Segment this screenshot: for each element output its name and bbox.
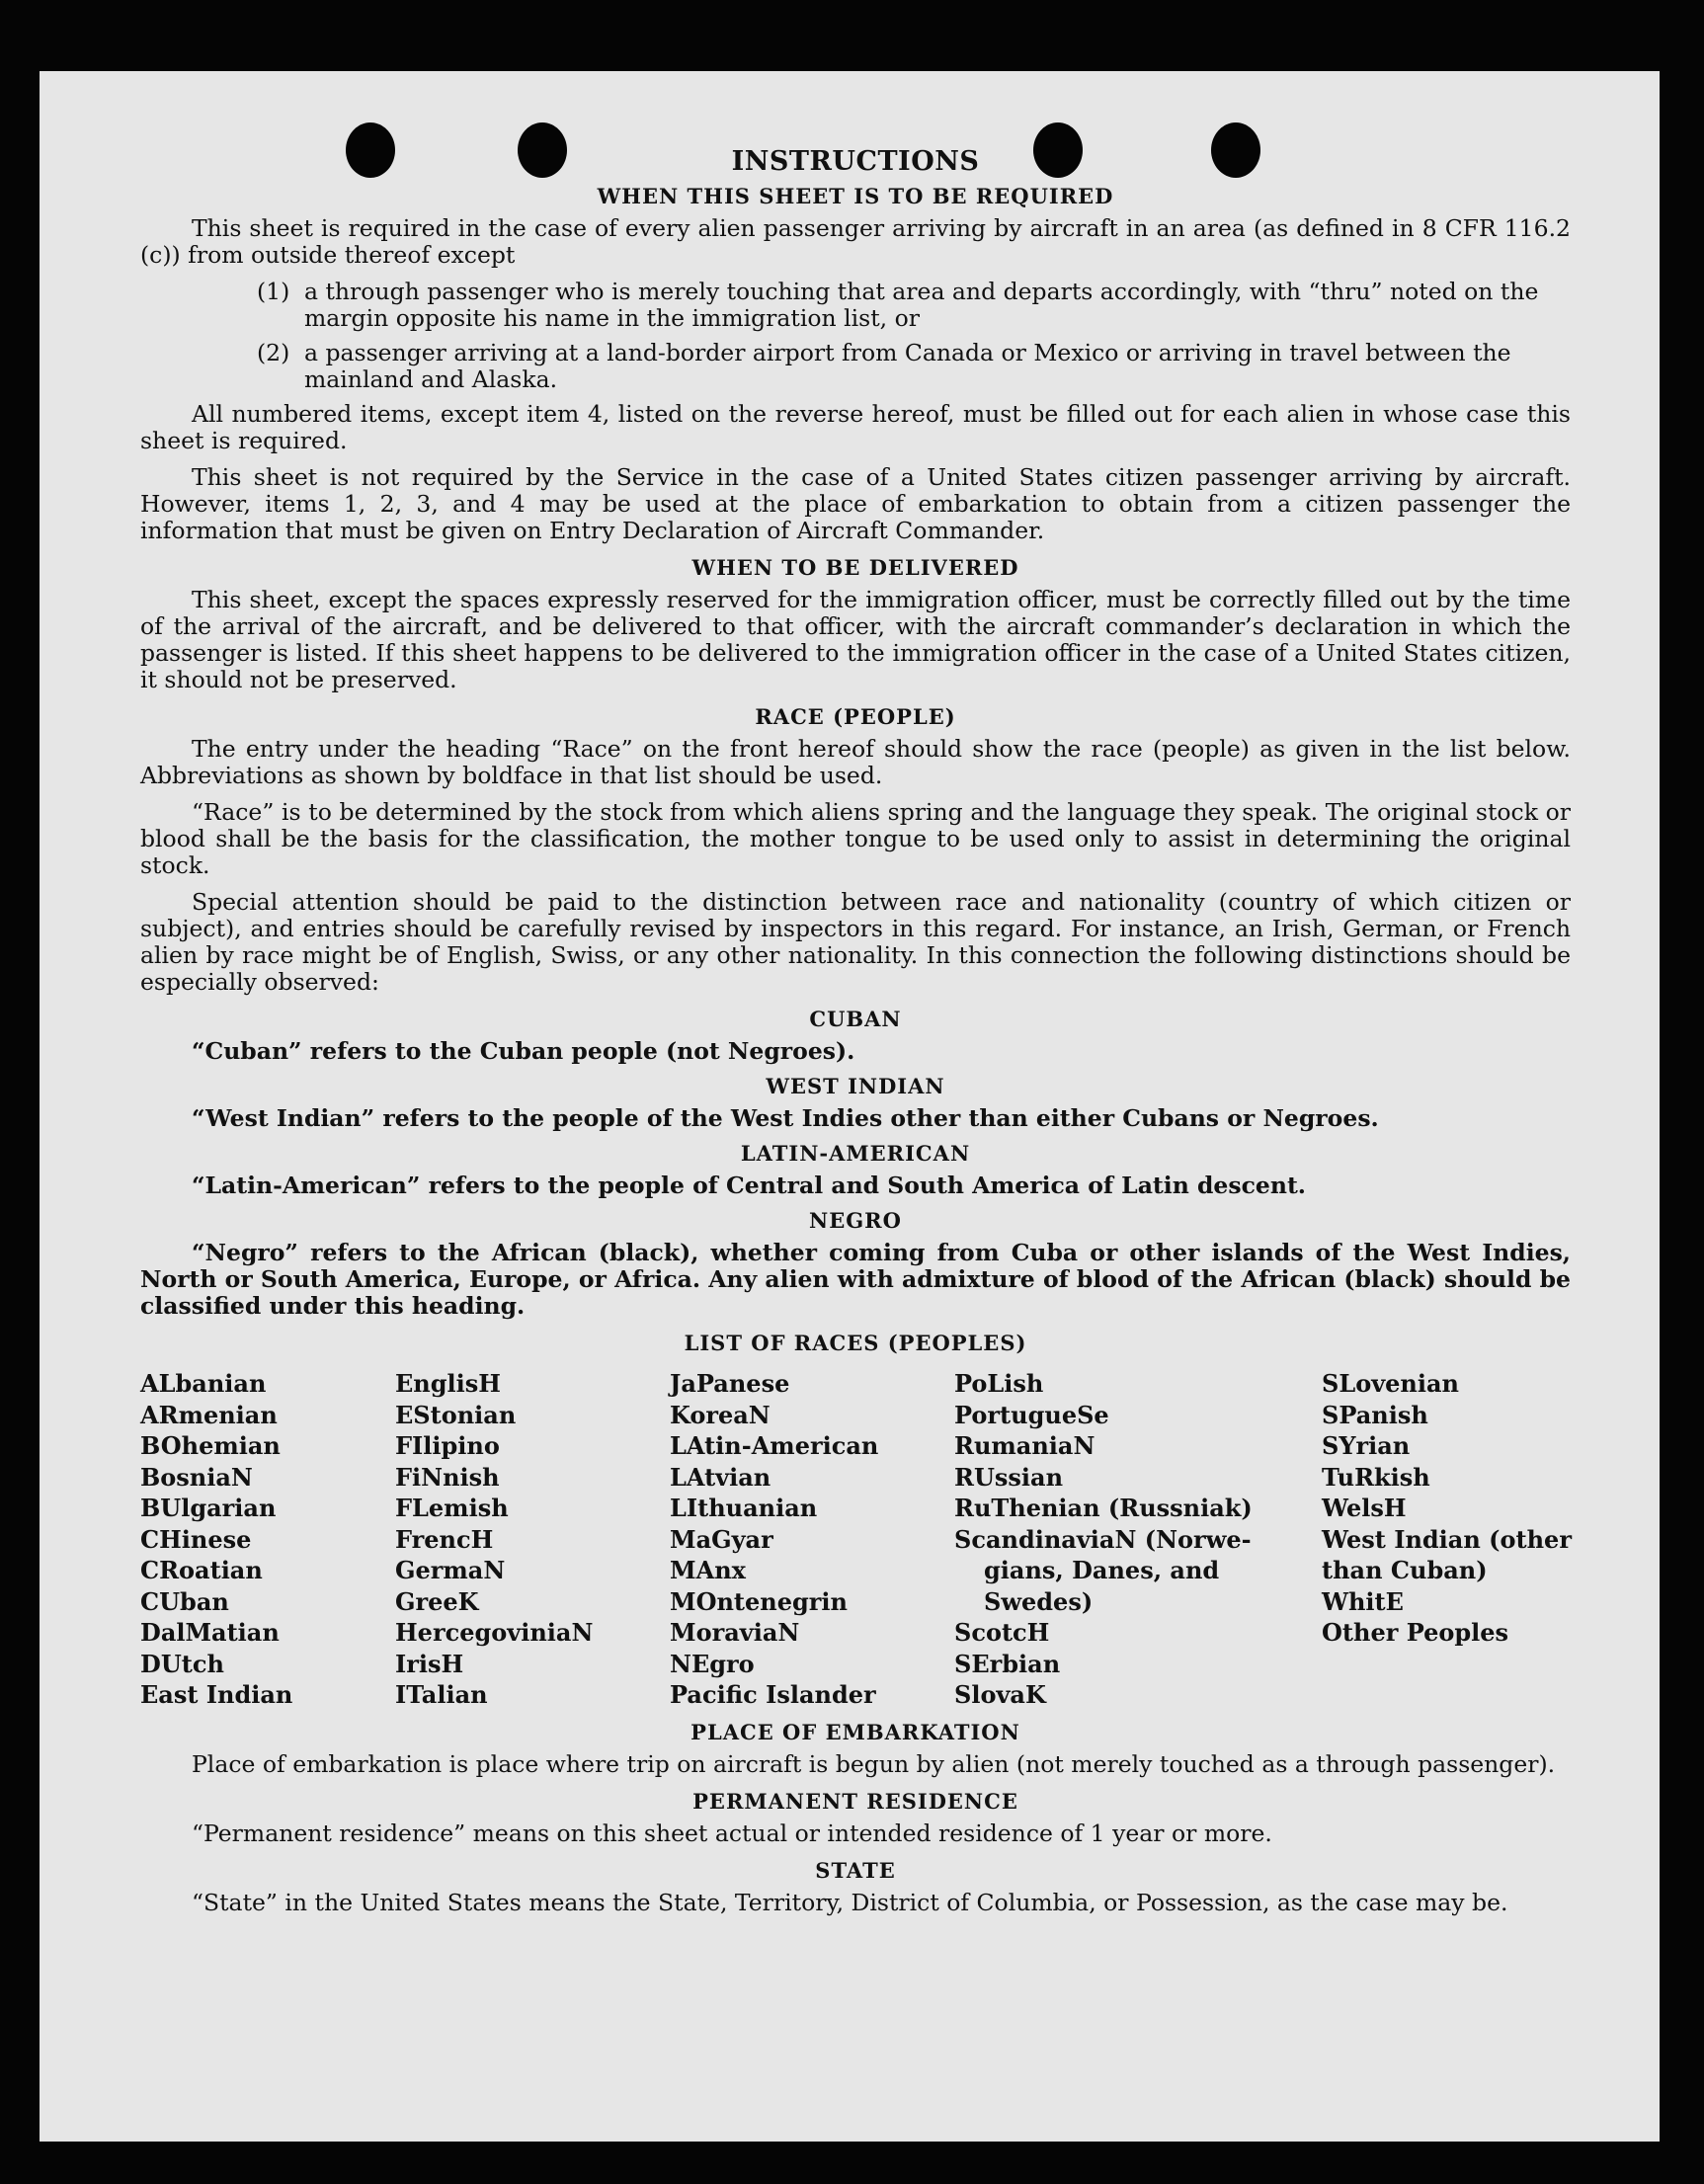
race-entry: SErbian [954, 1649, 1061, 1678]
race-column-5 [1322, 1368, 1571, 1711]
paragraph-required-intro: This sheet is required in the case of every alien passenger arriving by aircraft in an area (as defined in 8 CFR 116.2 (c)) from outside thereof except [140, 214, 1571, 269]
page-title: INSTRUCTIONS [731, 146, 980, 177]
race-entry: EnglisH [395, 1369, 501, 1398]
race-column-1 [140, 1368, 395, 1711]
race-entry: BOhemian [140, 1431, 281, 1460]
race-entry: FLemish [395, 1494, 509, 1522]
section-heading-west-indian: WEST INDIAN [766, 1074, 945, 1098]
race-entry: BosniaN [140, 1462, 253, 1492]
race-entry: BUlgarian [140, 1494, 277, 1522]
definition-west-indian: “West Indian” refers to the people of the West Indies other than either Cubans or Negroes. [192, 1104, 1379, 1132]
definition-latin-american: “Latin-American” refers to the people of Central and South America of Latin descent. [192, 1172, 1306, 1199]
race-entry: CRoatian [140, 1556, 263, 1584]
race-entry: KoreaN [670, 1400, 771, 1429]
race-entry: JaPanese [670, 1369, 790, 1398]
paragraph-citizen-note: This sheet is not required by the Service in the case of a United States citizen passenger arriving by aircraft. However, items 1, 2, 3, and 4 may be used at the place of embarkation to obtain from a citizen passenger the information that must be given on Entry Declaration of Aircraft Commander. [140, 463, 1571, 544]
race-entry: RumaniaN [954, 1431, 1095, 1460]
exception-item-1 [257, 279, 1571, 332]
exception-number: (2) [257, 339, 290, 366]
race-entry: MoraviaN [670, 1618, 800, 1647]
race-column-4 [954, 1368, 1322, 1711]
section-heading-race: RACE (PEOPLE) [755, 704, 956, 729]
document-sheet [40, 71, 1660, 2142]
race-entry: TuRkish [1322, 1462, 1430, 1492]
race-entry: ITalian [395, 1680, 488, 1709]
race-entry: gians, Danes, and [984, 1556, 1220, 1584]
paragraph-state: “State” in the United States means the State, Territory, District of Columbia, or Possession, as the case may be. [192, 1888, 1508, 1916]
section-heading-negro: NEGRO [809, 1208, 902, 1233]
race-entry: SYrian [1322, 1431, 1411, 1460]
race-entry: LAtin-American [670, 1431, 879, 1460]
paragraph-residence: “Permanent residence” means on this sheet actual or intended residence of 1 year or more. [192, 1819, 1272, 1847]
race-entry: DalMatian [140, 1618, 280, 1647]
race-entry: ScandinaviaN (Norwe- [954, 1524, 1252, 1554]
race-entry: ARmenian [140, 1400, 278, 1429]
race-entry: ScotcH [954, 1618, 1050, 1647]
race-entry: RuThenian (Russniak) [954, 1494, 1253, 1522]
race-entry: DUtch [140, 1649, 224, 1678]
race-entry: HercegoviniaN [395, 1618, 594, 1647]
section-heading-required: WHEN THIS SHEET IS TO BE REQUIRED [597, 184, 1114, 208]
section-heading-latin-american: LATIN-AMERICAN [740, 1141, 971, 1166]
section-heading-list-of-races: LIST OF RACES (PEOPLES) [684, 1331, 1027, 1355]
race-entry: Pacific Islander [670, 1680, 876, 1709]
race-entry: LIthuanian [670, 1494, 818, 1522]
race-entry: FIlipino [395, 1431, 500, 1460]
exception-item-2 [257, 340, 1571, 393]
race-entry: West Indian (other [1322, 1524, 1572, 1554]
race-entry: PoLish [954, 1369, 1044, 1398]
race-entry: FrencH [395, 1524, 494, 1554]
race-entry: MOntenegrin [670, 1586, 848, 1616]
section-heading-residence: PERMANENT RESIDENCE [692, 1788, 1018, 1814]
race-entry: SLovenian [1322, 1369, 1459, 1398]
race-column-2 [395, 1368, 670, 1711]
paragraph-race-3: Special attention should be paid to the distinction between race and nationality (country of which citizen or subject), and entries should be carefully revised by inspectors in this regard. For instance, an Irish, German, or French alien by race might be of English, Swiss, or any other nationality. In this connection the following distinctions should be especially observed: [140, 888, 1571, 996]
race-entry: GreeK [395, 1586, 479, 1616]
paragraph-race-1: The entry under the heading “Race” on the front hereof should show the race (people) as given in the list below. Abbreviations as shown by boldface in that list should be used. [140, 735, 1571, 789]
section-heading-embarkation: PLACE OF EMBARKATION [690, 1719, 1020, 1744]
section-heading-state: STATE [815, 1857, 896, 1883]
paragraph-numbered-items: All numbered items, except item 4, listed on the reverse hereof, must be filled out for each alien in whose case this sheet is required. [140, 400, 1571, 454]
race-entry: IrisH [395, 1649, 464, 1678]
definition-negro: “Negro” refers to the African (black), whether coming from Cuba or other islands of the West Indies, North or South America, Europe, or Africa. Any alien with admixture of blood of the African (black) should be classified under this heading. [140, 1239, 1571, 1320]
paragraph-embarkation: Place of embarkation is place where trip on aircraft is begun by alien (not merely touched as a through passenger). [192, 1749, 1556, 1778]
race-entry: CHinese [140, 1524, 252, 1554]
race-entry: LAtvian [670, 1462, 771, 1492]
race-entry: NEgro [670, 1649, 755, 1678]
race-entry: SPanish [1322, 1400, 1428, 1429]
race-entry: MAnx [670, 1556, 746, 1584]
definition-cuban: “Cuban” refers to the Cuban people (not Negroes). [192, 1037, 855, 1065]
exception-text: a passenger arriving at a land-border airport from Canada or Mexico or arriving in travel between the mainland and Alaska. [304, 339, 1511, 393]
race-entry: than Cuban) [1322, 1556, 1488, 1584]
race-entry: East Indian [140, 1680, 293, 1709]
paragraph-race-2: “Race” is to be determined by the stock from which aliens spring and the language they speak. The original stock or blood shall be the basis for the classification, the mother tongue to be used only to assist in determining the original stock. [140, 798, 1571, 879]
race-entry: WhitE [1322, 1586, 1404, 1616]
section-heading-delivered: WHEN TO BE DELIVERED [691, 555, 1019, 580]
section-heading-cuban: CUBAN [809, 1007, 902, 1031]
race-entry: GermaN [395, 1556, 506, 1584]
race-entry: PortugueSe [954, 1400, 1109, 1429]
instructions-content [140, 148, 1571, 1926]
race-entry: RUssian [954, 1462, 1064, 1492]
race-entry: SlovaK [954, 1680, 1046, 1709]
race-entry: MaGyar [670, 1524, 773, 1554]
race-entry: CUban [140, 1586, 229, 1616]
race-entry: WelsH [1322, 1494, 1407, 1522]
exception-text: a through passenger who is merely touching that area and departs accordingly, with “thru” noted on the margin opposite his name in the immigration list, or [304, 278, 1539, 332]
race-entry: Other Peoples [1322, 1618, 1509, 1647]
race-entry: ALbanian [140, 1369, 267, 1398]
race-column-3 [670, 1368, 954, 1711]
race-list [140, 1368, 1571, 1711]
paragraph-delivered: This sheet, except the spaces expressly reserved for the immigration officer, must be correctly filled out by the time of the arrival of the aircraft, and be delivered to that officer, with the aircraft commander’s declaration in which the passenger is listed. If this sheet happens to be delivered to the immigration officer in the case of a United States citizen, it should not be preserved. [140, 586, 1571, 693]
race-entry: FiNnish [395, 1462, 500, 1492]
exception-number: (1) [257, 278, 290, 305]
race-entry: Swedes) [984, 1586, 1094, 1616]
race-entry: EStonian [395, 1400, 517, 1429]
